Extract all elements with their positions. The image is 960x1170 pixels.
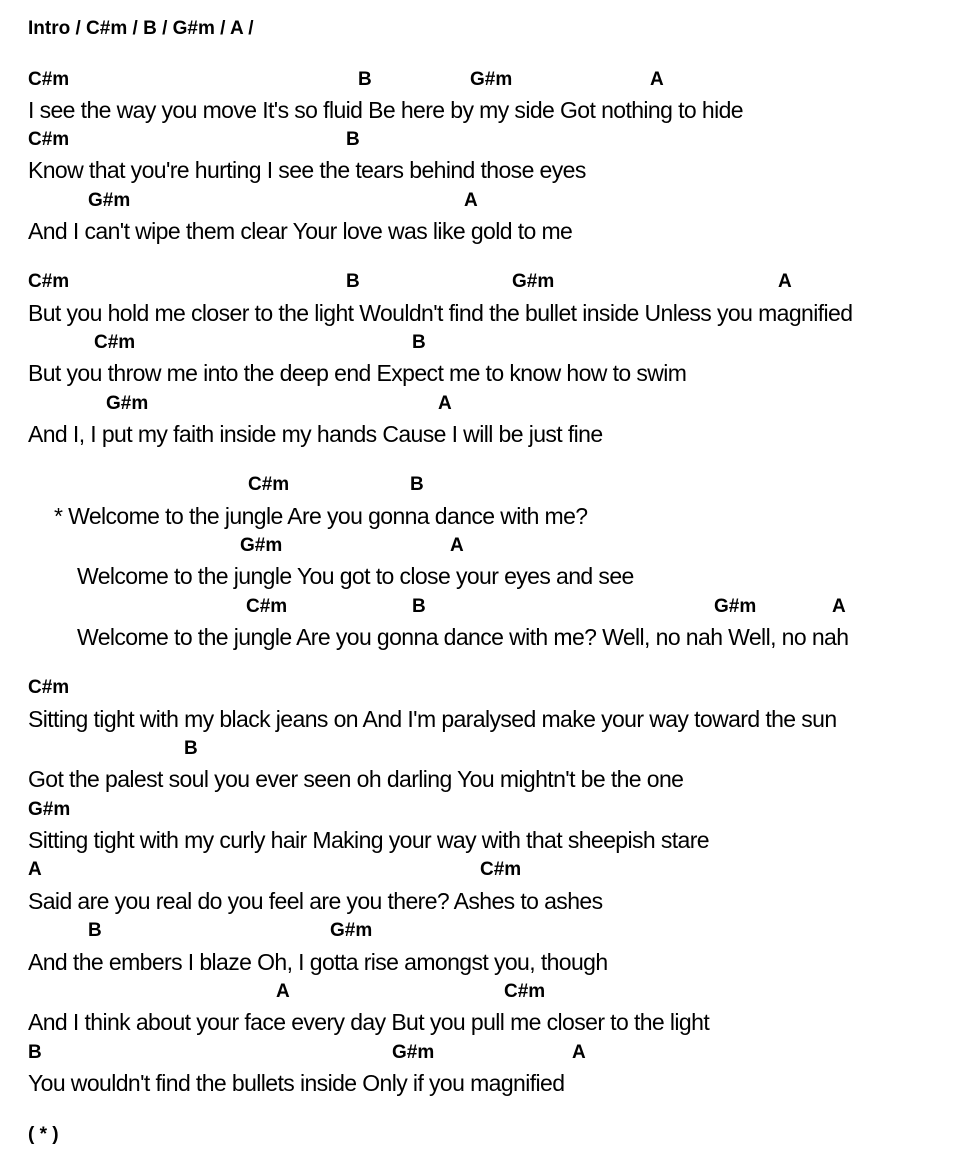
chord: A: [778, 271, 792, 292]
chord: C#m: [480, 859, 522, 880]
lyric-line: Got the palest soul you ever seen oh darling You mightn't be the one: [28, 766, 684, 792]
chord: A: [276, 981, 290, 1002]
chord-line: [0, 394, 960, 416]
lyric-line: Sitting tight with my curly hair Making your way with that sheepish stare: [28, 827, 710, 853]
lyric-line: Welcome to the jungle Are you gonna dance with me? Well, no nah Well, no nah: [77, 624, 849, 650]
chord: B: [184, 738, 198, 759]
lyric-line: And I can't wipe them clear Your love was like gold to me: [28, 218, 573, 244]
chord: C#m: [28, 271, 70, 292]
chord: C#m: [94, 332, 136, 353]
chord: B: [358, 69, 372, 90]
chord: C#m: [28, 129, 70, 150]
repeat-chorus-marker: ( * ): [28, 1124, 59, 1145]
chord-line: [0, 860, 960, 882]
chord-line: [0, 739, 960, 761]
lyric-line: But you throw me into the deep end Expect me to know how to swim: [28, 360, 687, 386]
chord: A: [572, 1042, 586, 1063]
chord: B: [346, 271, 360, 292]
chord: A: [464, 190, 478, 211]
chord: G#m: [88, 190, 131, 211]
chord: B: [346, 129, 360, 150]
chord: A: [450, 535, 464, 556]
chord-line: [0, 333, 960, 355]
lyric-line: Sitting tight with my black jeans on And I'm paralysed make your way toward the sun: [28, 706, 837, 732]
chord-line: [0, 921, 960, 943]
lyric-line: Welcome to the jungle You got to close your eyes and see: [77, 563, 634, 589]
chord: G#m: [512, 271, 555, 292]
chord-line: [0, 800, 960, 822]
chord: G#m: [28, 799, 71, 820]
lyric-line: But you hold me closer to the light Wouldn't find the bullet inside Unless you magnified: [28, 300, 853, 326]
chord: A: [650, 69, 664, 90]
chord-line: [0, 982, 960, 1004]
chord: B: [88, 920, 102, 941]
chord: G#m: [240, 535, 283, 556]
chord: B: [412, 596, 426, 617]
lyric-line: Know that you're hurting I see the tears behind those eyes: [28, 157, 586, 183]
chord-line: [0, 130, 960, 152]
chord-line: [0, 1043, 960, 1065]
chord-line: [0, 272, 960, 294]
intro-line: Intro / C#m / B / G#m / A /: [28, 18, 254, 39]
chord-line: [0, 70, 960, 92]
chord: C#m: [28, 69, 70, 90]
chord: A: [832, 596, 846, 617]
chord: A: [28, 859, 42, 880]
chord: B: [410, 474, 424, 495]
chord: C#m: [28, 677, 70, 698]
lyric-line: And I, I put my faith inside my hands Cause I will be just fine: [28, 421, 603, 447]
lyric-line: I see the way you move It's so fluid Be here by my side Got nothing to hide: [28, 97, 743, 123]
chord: C#m: [246, 596, 288, 617]
chord: G#m: [470, 69, 513, 90]
lyric-line: Said are you real do you feel are you there? Ashes to ashes: [28, 888, 603, 914]
lyric-line: And I think about your face every day But you pull me closer to the light: [28, 1009, 710, 1035]
chord: B: [28, 1042, 42, 1063]
chord-line: [0, 678, 960, 700]
chord-line: [0, 475, 960, 497]
chord-line: [0, 536, 960, 558]
chord-line: [0, 191, 960, 213]
lyric-line: * Welcome to the jungle Are you gonna dance with me?: [54, 503, 588, 529]
chord: G#m: [106, 393, 149, 414]
lyric-line: And the embers I blaze Oh, I gotta rise amongst you, though: [28, 949, 608, 975]
chord: A: [438, 393, 452, 414]
lyric-line: You wouldn't find the bullets inside Only if you magnified: [28, 1070, 565, 1096]
chord: G#m: [330, 920, 373, 941]
chord: G#m: [714, 596, 757, 617]
chord-line: [0, 597, 960, 619]
chord: C#m: [248, 474, 290, 495]
chord: G#m: [392, 1042, 435, 1063]
chord: B: [412, 332, 426, 353]
chord: C#m: [504, 981, 546, 1002]
